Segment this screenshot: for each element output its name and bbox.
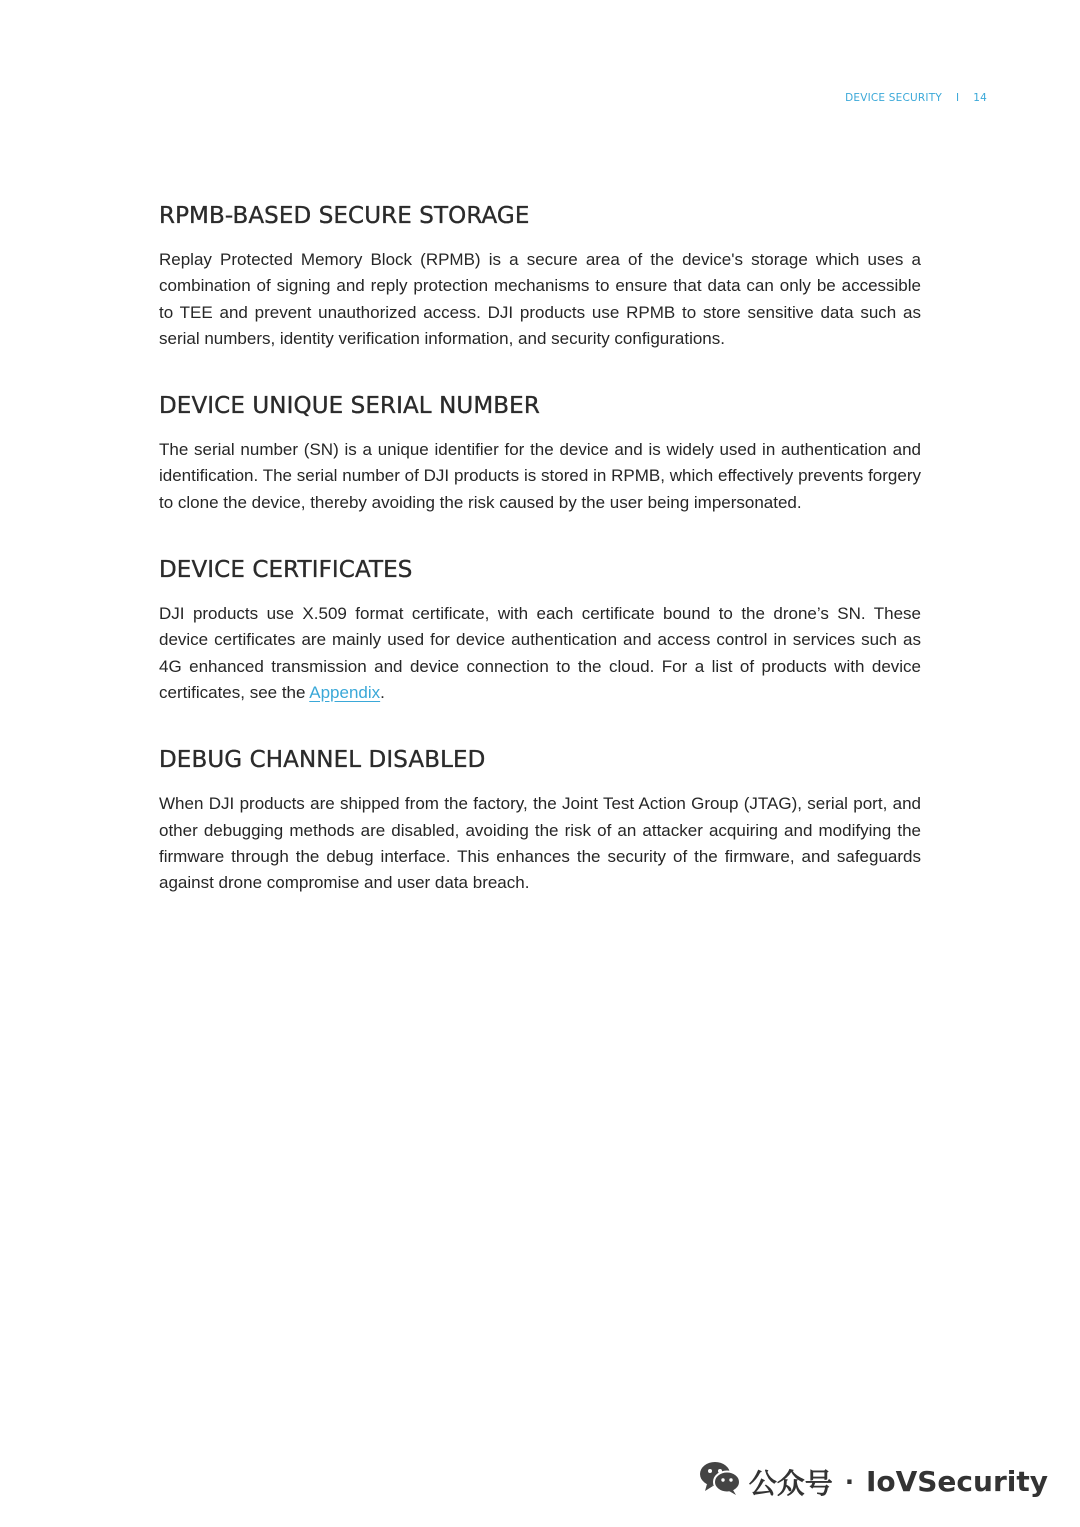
header-separator: I [955,92,960,104]
section-heading: DEBUG CHANNEL DISABLED [159,747,486,774]
section-device-certificates [159,554,921,706]
section-serial-number [159,390,921,516]
section-heading: DEVICE CERTIFICATES [159,557,413,584]
document-body [159,200,921,934]
section-debug-channel [159,744,921,896]
section-paragraph: Replay Protected Memory Block (RPMB) is a secure area of the device's storage which uses a combination of signing and reply protection mechanisms to ensure that data can only be accessible to TEE and prevent unauthorized access. DJI products use RPMB to store sensitive data such as serial numbers, identity verification information, and security configurations. [159,250,921,348]
paragraph-text-end: . [380,682,385,702]
section-heading: DEVICE UNIQUE SERIAL NUMBER [159,393,540,420]
header-section-title: DEVICE SECURITY [845,92,942,104]
wechat-watermark [699,1460,1048,1503]
wechat-icon [699,1460,741,1503]
watermark-dot: · [844,1467,854,1496]
section-paragraph: When DJI products are shipped from the factory, the Joint Test Action Group (JTAG), serial port, and other debugging methods are disabled, avoiding the risk of an attacker acquiring and modifying the firmware through the debug interface. This enhances the security of the firmware, and safeguards against drone compromise and user data breach. [159,794,921,893]
appendix-link[interactable]: Appendix [309,682,381,702]
watermark-account: IoVSecurity [865,1465,1048,1498]
section-paragraph [159,601,921,706]
section-paragraph: The serial number (SN) is a unique identifier for the device and is widely used in authentication and identification. The serial number of DJI products is stored in RPMB, which effectively prevents forgery to clone the device, thereby avoiding the risk caused by the user being impersonated. [159,440,921,512]
running-header [845,92,987,104]
section-rpmb-storage [159,200,921,352]
section-heading: RPMB-BASED SECURE STORAGE [159,203,530,229]
paragraph-text: DJI products use X.509 format certificate, with each certificate bound to the drone’s SN. These device certificates are mainly used for device authentication and access control in services such as 4G enhanced transmission and device connection to the cloud. For a list of products with device certificates, see the [159,604,921,702]
watermark-label: 公众号 [748,1466,833,1500]
page-number: 14 [973,92,987,104]
